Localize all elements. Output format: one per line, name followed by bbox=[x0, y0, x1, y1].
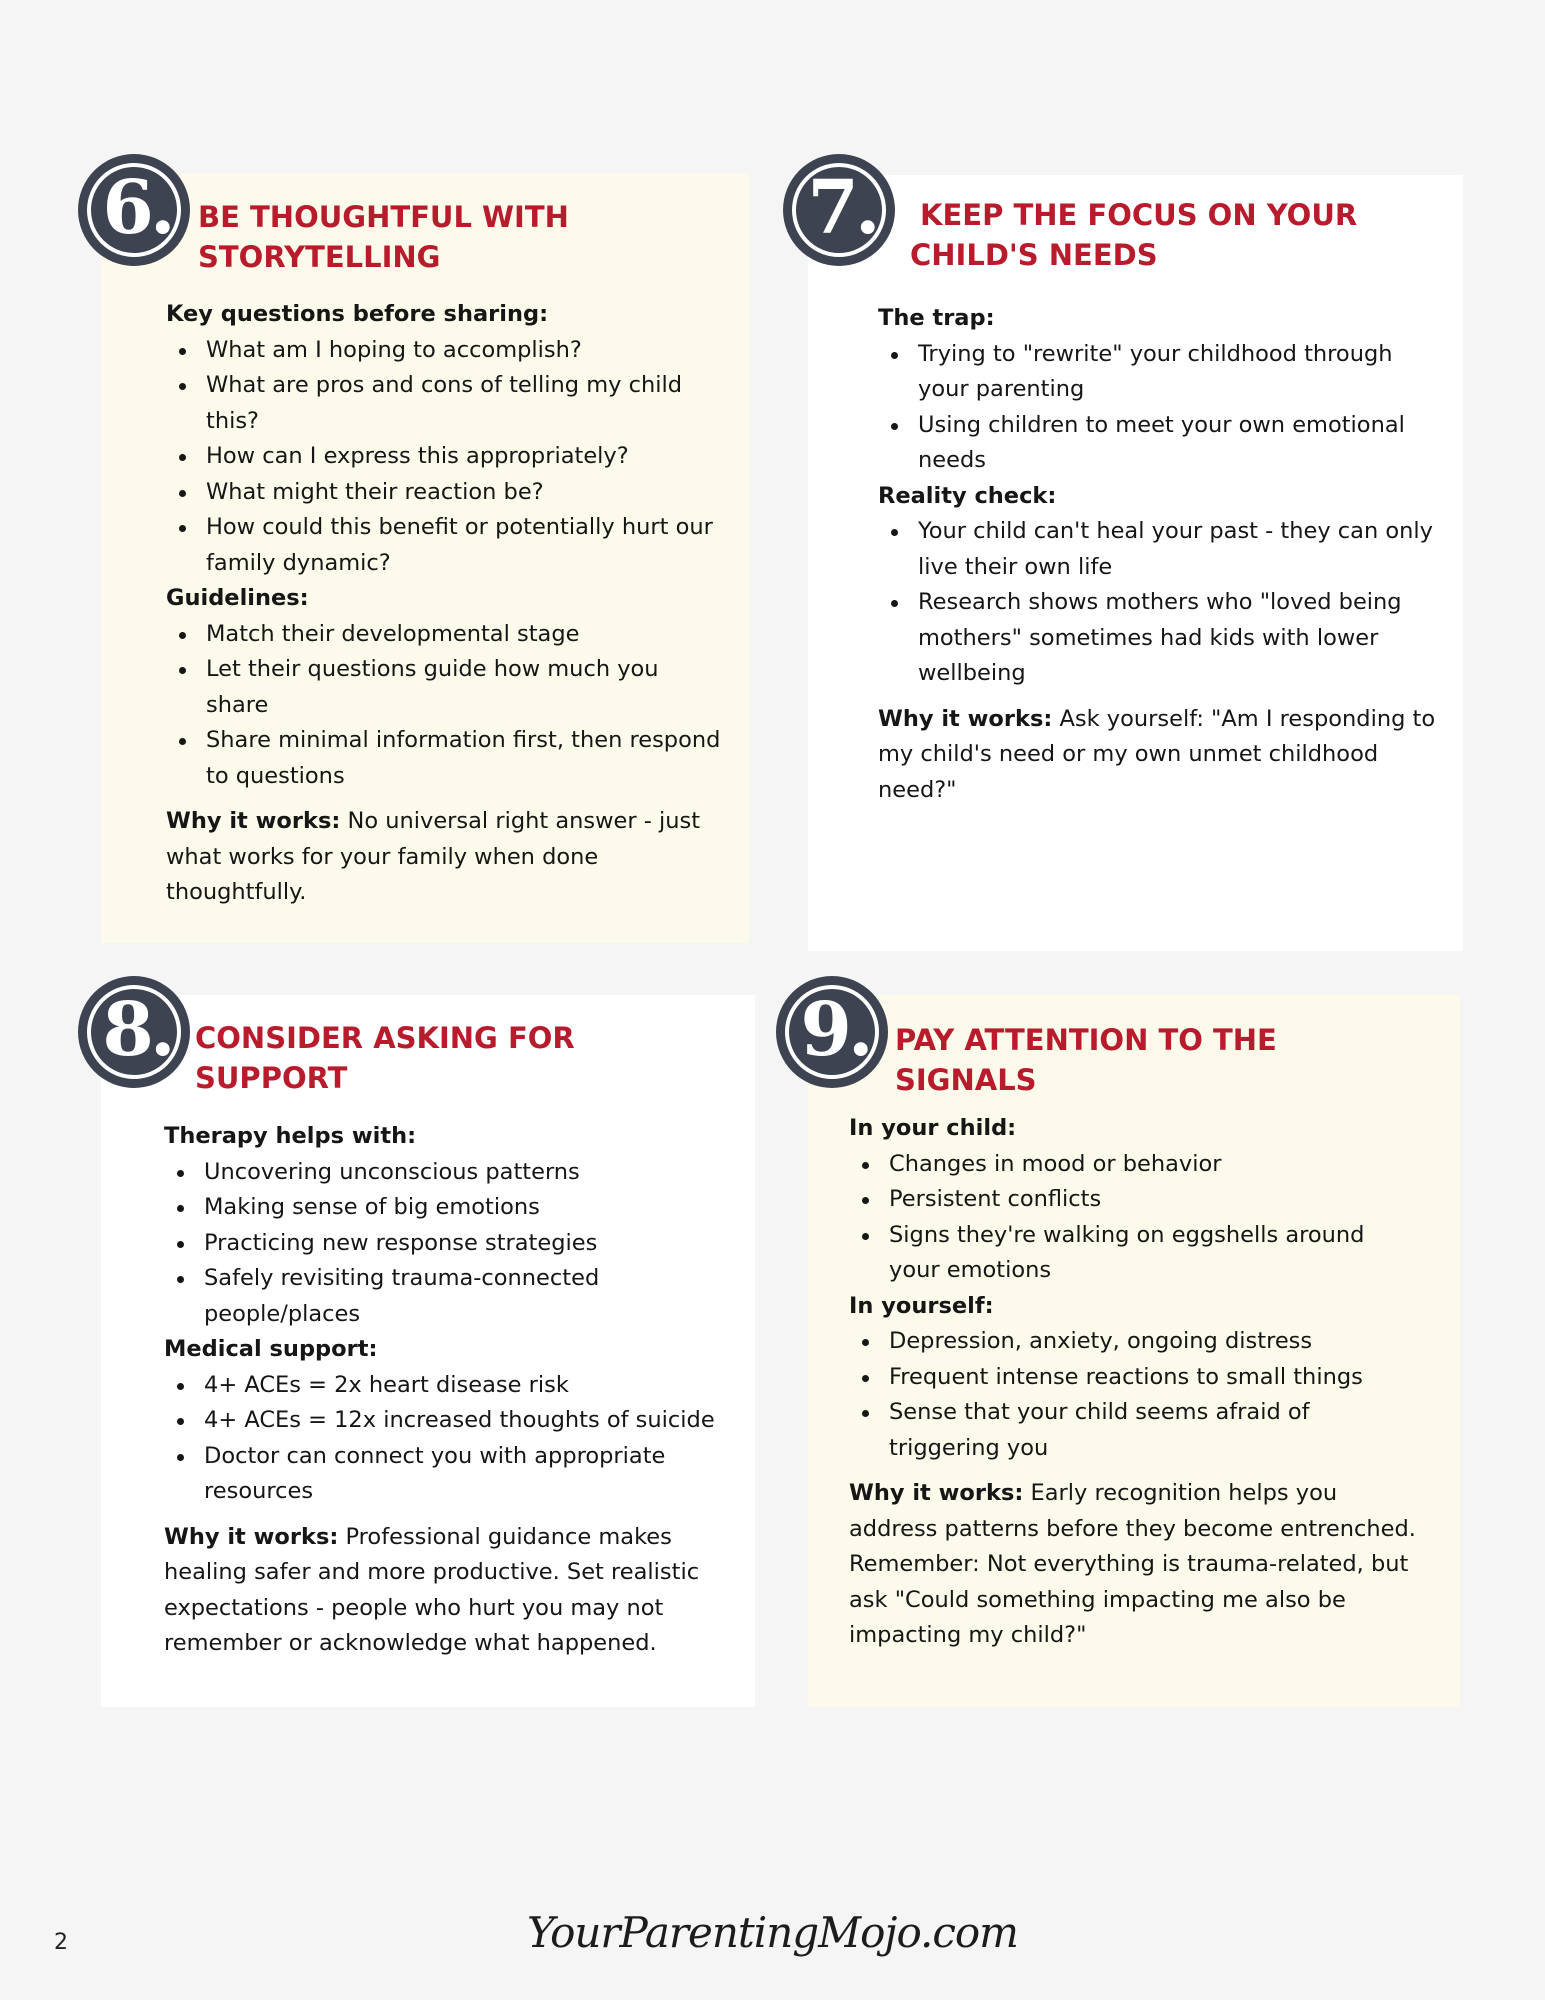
list-item: Let their questions guide how much you share bbox=[206, 652, 726, 723]
number-badge-9: 9. bbox=[776, 976, 888, 1088]
list-item: Share minimal information first, then respond to questions bbox=[206, 723, 726, 794]
list-item: Practicing new response strategies bbox=[204, 1226, 734, 1262]
card-title-9: PAY ATTENTION TO THE SIGNALS bbox=[895, 1023, 1277, 1097]
list-item: What am I hoping to accomplish? bbox=[206, 333, 726, 369]
list-item: Trying to "rewrite" your childhood through your parenting bbox=[918, 337, 1438, 408]
card-title-6: BE THOUGHTFUL WITH STORYTELLING bbox=[198, 200, 569, 274]
card-body-6 bbox=[166, 297, 726, 911]
list-item: Safely revisiting trauma-connected people/places bbox=[204, 1261, 734, 1332]
bullet-list bbox=[849, 1147, 1419, 1289]
list-item: Uncovering unconscious patterns bbox=[204, 1155, 734, 1191]
bullet-list bbox=[849, 1324, 1419, 1466]
why-it-works: Why it works: Ask yourself: "Am I responding to my child's need or my own unmet childhood need?" bbox=[878, 705, 1436, 803]
number-badge-8: 8. bbox=[78, 976, 190, 1088]
list-item: Changes in mood or behavior bbox=[889, 1147, 1419, 1183]
card-title-8: CONSIDER ASKING FOR SUPPORT bbox=[195, 1021, 575, 1095]
bullet-list bbox=[166, 333, 726, 582]
list-item: 4+ ACEs = 2x heart disease risk bbox=[204, 1368, 734, 1404]
bullet-list bbox=[166, 617, 726, 795]
brand-logo: YourParentingMojo.com bbox=[527, 1908, 1018, 1957]
why-it-works: Why it works: No universal right answer - just what works for your family when done thoughtfully. bbox=[166, 808, 701, 905]
list-item: Persistent conflicts bbox=[889, 1182, 1419, 1218]
page-number: 2 bbox=[54, 1930, 68, 1955]
list-item: Frequent intense reactions to small things bbox=[889, 1360, 1419, 1396]
number-badge-7: 7. bbox=[783, 154, 895, 266]
bullet-list bbox=[878, 337, 1438, 479]
list-item: Research shows mothers who "loved being mothers" sometimes had kids with lower wellbeing bbox=[918, 585, 1438, 692]
list-item: What are pros and cons of telling my child this? bbox=[206, 368, 726, 439]
card-title-7: KEEP THE FOCUS ON YOUR CHILD'S NEEDS bbox=[910, 198, 1358, 272]
section-heading: Therapy helps with: bbox=[164, 1123, 417, 1149]
section-heading: Key questions before sharing: bbox=[166, 301, 549, 327]
card-body-7 bbox=[878, 301, 1438, 808]
list-item: Your child can't heal your past - they can only live their own life bbox=[918, 514, 1438, 585]
list-item: What might their reaction be? bbox=[206, 475, 726, 511]
section-heading: In your child: bbox=[849, 1115, 1017, 1141]
list-item: Signs they're walking on eggshells around your emotions bbox=[889, 1218, 1419, 1289]
list-item: Depression, anxiety, ongoing distress bbox=[889, 1324, 1419, 1360]
section-heading: The trap: bbox=[878, 305, 995, 331]
list-item: 4+ ACEs = 12x increased thoughts of suicide bbox=[204, 1403, 734, 1439]
bullet-list bbox=[878, 514, 1438, 692]
section-heading: In yourself: bbox=[849, 1292, 994, 1319]
section-heading: Guidelines: bbox=[166, 585, 309, 611]
list-item: Using children to meet your own emotional needs bbox=[918, 408, 1438, 479]
why-it-works: Why it works: Early recognition helps you address patterns before they become entrenched. Remember: Not everything is trauma-related, but ask "Could something impacting me also be impacting my child?" bbox=[849, 1480, 1416, 1648]
list-item: How can I express this appropriately? bbox=[206, 439, 726, 475]
list-item: Sense that your child seems afraid of triggering you bbox=[889, 1395, 1419, 1466]
list-item: How could this benefit or potentially hurt our family dynamic? bbox=[206, 510, 726, 581]
list-item: Doctor can connect you with appropriate resources bbox=[204, 1439, 734, 1510]
card-body-8 bbox=[164, 1119, 734, 1662]
list-item: Making sense of big emotions bbox=[204, 1190, 734, 1226]
bullet-list bbox=[164, 1368, 734, 1510]
list-item: Match their developmental stage bbox=[206, 617, 726, 653]
bullet-list bbox=[164, 1155, 734, 1333]
card-body-9 bbox=[849, 1111, 1419, 1654]
section-heading: Reality check: bbox=[878, 482, 1057, 509]
number-badge-6: 6. bbox=[78, 154, 190, 266]
why-it-works: Why it works: Professional guidance makes healing safer and more productive. Set realistic expectations - people who hurt you may not remember or acknowledge what happened. bbox=[164, 1523, 700, 1656]
section-heading: Medical support: bbox=[164, 1336, 378, 1362]
